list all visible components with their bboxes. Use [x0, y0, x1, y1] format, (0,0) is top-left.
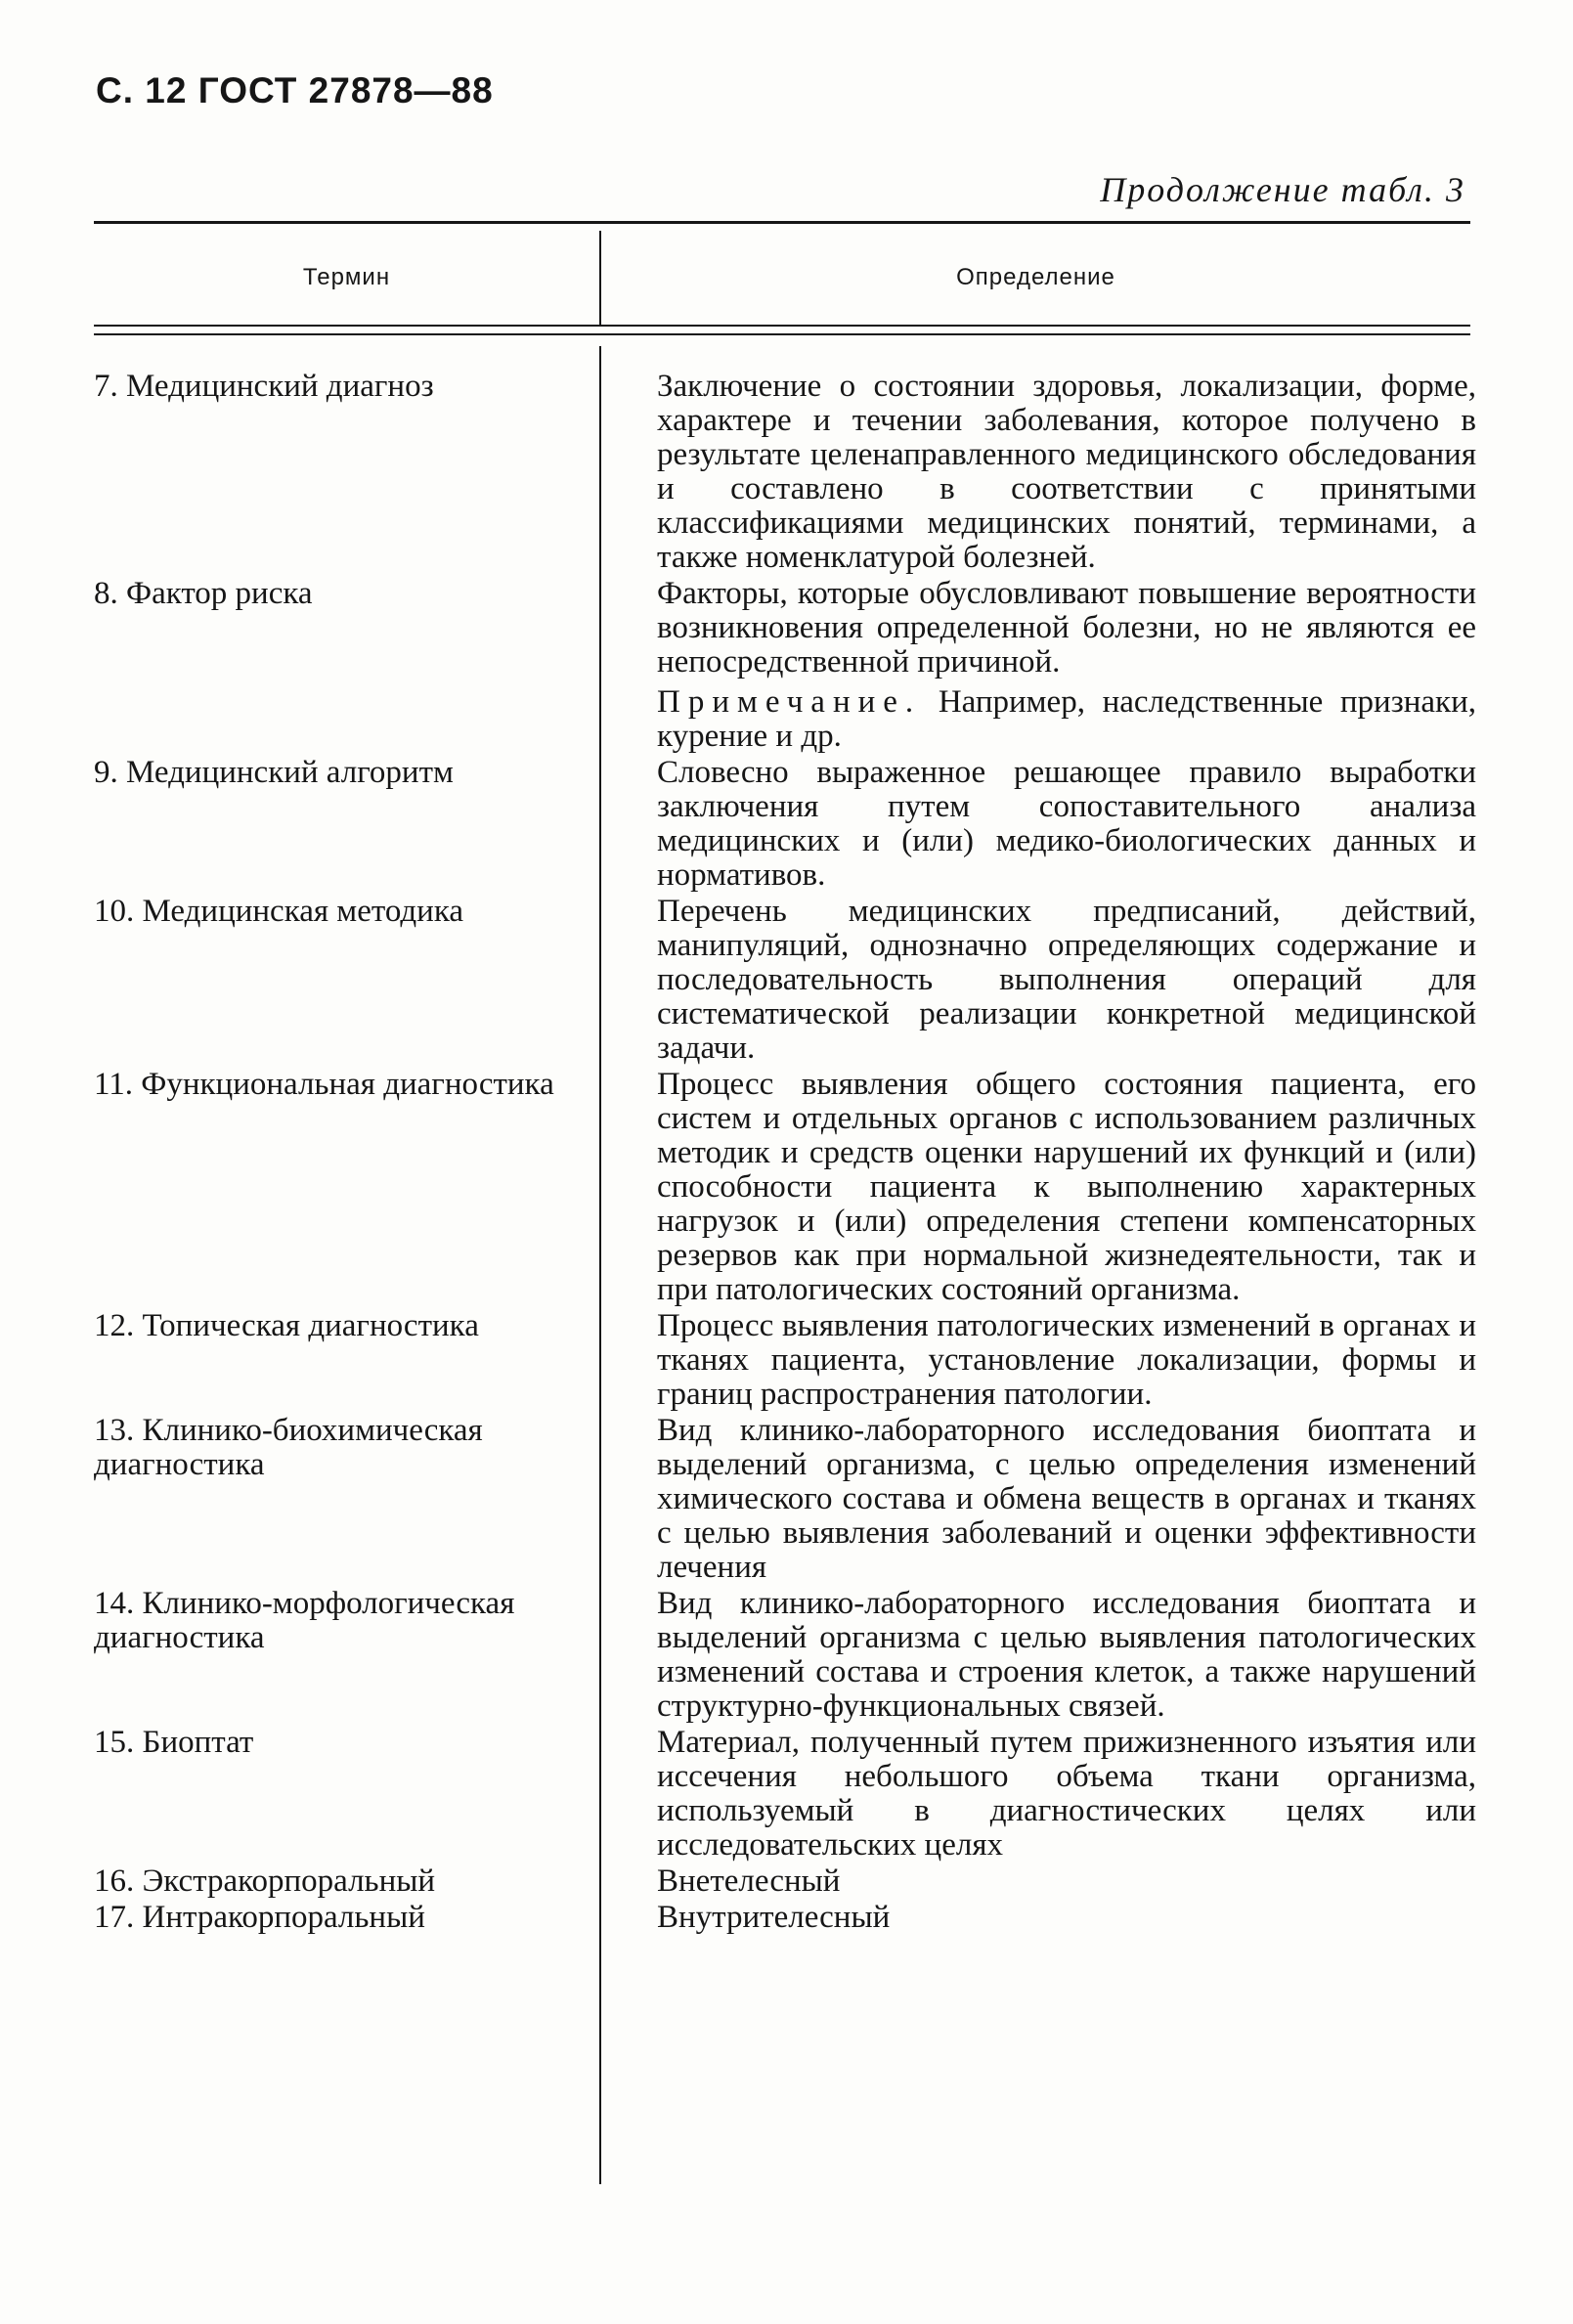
column-header-definition: Определение [956, 264, 1115, 290]
table-row [0, 1901, 1573, 1935]
table-row [0, 756, 1573, 893]
note-label: Примечание. [657, 684, 922, 720]
table-row [0, 1587, 1573, 1724]
term-cell: 17. Интракорпоральный [94, 1900, 425, 1935]
term-cell: 9. Медицинский алгоритм [94, 755, 454, 790]
column-header-term: Термин [302, 264, 391, 290]
table-row [0, 1068, 1573, 1307]
table-row [0, 1864, 1573, 1899]
definition-cell: Перечень медицинских предписаний, действий, манипуляций, однозначно определяющих содержание и последовательность выполнения операций для систематической реализации конкретной медицинской задачи. [657, 894, 1476, 1066]
term-cell: 10. Медицинская методика [94, 894, 464, 929]
definition-cell [657, 577, 1476, 754]
table-row [0, 370, 1573, 575]
definition-cell: Заключение о состоянии здоровья, локализации, форме, характере и течении заболевания, которое получено в результате целенаправленного медицинского обследования и составлено в соответствии с принятыми классификациями медицинских понятий, терминами, а также номенклатурой болезней. [657, 369, 1476, 575]
table-body [0, 370, 1573, 1935]
table-row [0, 895, 1573, 1066]
term-cell: 12. Топическая диагностика [94, 1308, 479, 1343]
table-continuation-label: Продолжение табл. 3 [1100, 170, 1465, 209]
term-cell: 7. Медицинский диагноз [94, 369, 434, 404]
definition-cell: Процесс выявления патологических изменений в органах и тканях пациента, установление локализации, формы и границ распространения патологии. [657, 1308, 1476, 1412]
term-cell: 16. Экстракорпоральный [94, 1864, 436, 1899]
table-row [0, 577, 1573, 754]
definition-text: Факторы, которые обусловливают повышение вероятности возникновения определенной болезни, но не являются ее непосредственной причиной. [657, 576, 1476, 680]
table-row [0, 1414, 1573, 1585]
definition-cell: Словесно выраженное решающее правило выработки заключения путем сопоставительного анализа медицинских и (или) медико-биологических данных и нормативов. [657, 755, 1476, 893]
definition-cell: Материал, полученный путем прижизненного изъятия или иссечения небольшого объема ткани организма, используемый в диагностических целях или исследовательских целях [657, 1725, 1476, 1863]
definition-cell: Процесс выявления общего состояния пациента, его систем и отдельных органов с использованием различных методик и средств оценки нарушений их функций и (или) способности пациента к выполнению характерных нагрузок и (или) определения степени компенсаторных резервов как при нормальной жизнедеятельности, так и при патологических состояний организма. [657, 1067, 1476, 1307]
note-text: Например, наследственные признаки, курение и др. [657, 684, 1476, 754]
definition-cell: Вид клинико-лабораторного исследования биоптата и выделений организма, с целью определения изменений химического состава и обмена веществ в органах и тканях с целью выявления заболеваний и оценки эффективности лечения [657, 1413, 1476, 1585]
table-row [0, 1726, 1573, 1863]
definition-cell: Вид клинико-лабораторного исследования биоптата и выделений организма с целью выявления патологических изменений состава и строения клеток, а также нарушений структурно-функциональных связей. [657, 1586, 1476, 1724]
term-cell: 14. Клинико-морфологическая диагностика [94, 1586, 515, 1655]
definition-cell: Внутрителесный [657, 1900, 891, 1935]
term-cell: 8. Фактор риска [94, 576, 313, 611]
definition-cell: Внетелесный [657, 1864, 841, 1899]
term-cell: 13. Клинико-биохимическая диагностика [94, 1413, 483, 1482]
page-reference: С. 12 ГОСТ 27878—88 [96, 70, 494, 110]
table-row [0, 1309, 1573, 1412]
definition-note [657, 685, 1476, 754]
term-cell: 11. Функциональная диагностика [94, 1067, 554, 1102]
header-bottom-rule [94, 325, 1470, 327]
header-bottom-rule-2 [94, 333, 1470, 335]
table-top-rule [94, 221, 1470, 224]
term-cell: 15. Биоптат [94, 1725, 254, 1760]
